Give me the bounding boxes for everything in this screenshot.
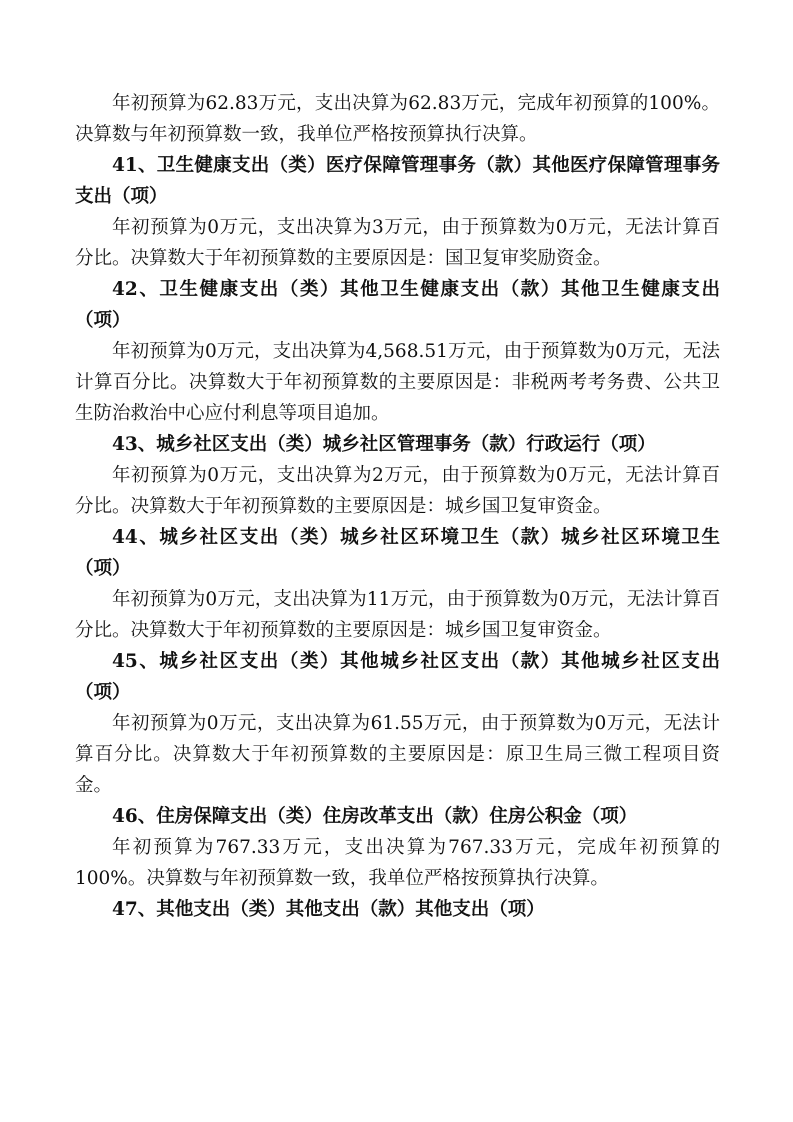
paragraph-43-body: 年初预算为0万元，支出决算为2万元，由于预算数为0万元，无法计算百分比。决算数大于年初预算数的主要原因是：城乡国卫复审资金。 [75,465,720,517]
paragraph-42-body: 年初预算为0万元，支出决算为4,568.51万元，由于预算数为0万元，无法计算百分比。决算数大于年初预算数的主要原因是：非税两考考务费、公共卫生防治救治中心应付利息等项目追加。 [75,341,720,424]
paragraph-41-body: 年初预算为0万元，支出决算为3万元，由于预算数为0万元，无法计算百分比。决算数大于年初预算数的主要原因是：国卫复审奖励资金。 [75,217,720,269]
document-page [75,88,720,925]
section-heading-42: 42、卫生健康支出（类）其他卫生健康支出（款）其他卫生健康支出（项） [75,279,720,331]
paragraph-40-body: 年初预算为62.83万元，支出决算为62.83万元，完成年初预算的100%。决算数与年初预算数一致，我单位严格按预算执行决算。 [75,93,720,145]
section-heading-43: 43、城乡社区支出（类）城乡社区管理事务（款）行政运行（项） [112,434,656,455]
paragraph-46-body: 年初预算为767.33万元，支出决算为767.33万元，完成年初预算的100%。决算数与年初预算数一致，我单位严格按预算执行决算。 [75,837,720,889]
paragraph-45-body: 年初预算为0万元，支出决算为61.55万元，由于预算数为0万元，无法计算百分比。决算数大于年初预算数的主要原因是：原卫生局三微工程项目资金。 [75,713,720,796]
section-heading-47: 47、其他支出（类）其他支出（款）其他支出（项） [112,899,545,920]
section-heading-41: 41、卫生健康支出（类）医疗保障管理事务（款）其他医疗保障管理事务支出（项） [75,155,720,207]
paragraph-44-body: 年初预算为0万元，支出决算为11万元，由于预算数为0万元，无法计算百分比。决算数大于年初预算数的主要原因是：城乡国卫复审资金。 [75,589,720,641]
section-heading-45: 45、城乡社区支出（类）其他城乡社区支出（款）其他城乡社区支出（项） [75,651,720,703]
section-heading-44: 44、城乡社区支出（类）城乡社区环境卫生（款）城乡社区环境卫生（项） [75,527,720,579]
section-heading-46: 46、住房保障支出（类）住房改革支出（款）住房公积金（项） [112,806,638,827]
